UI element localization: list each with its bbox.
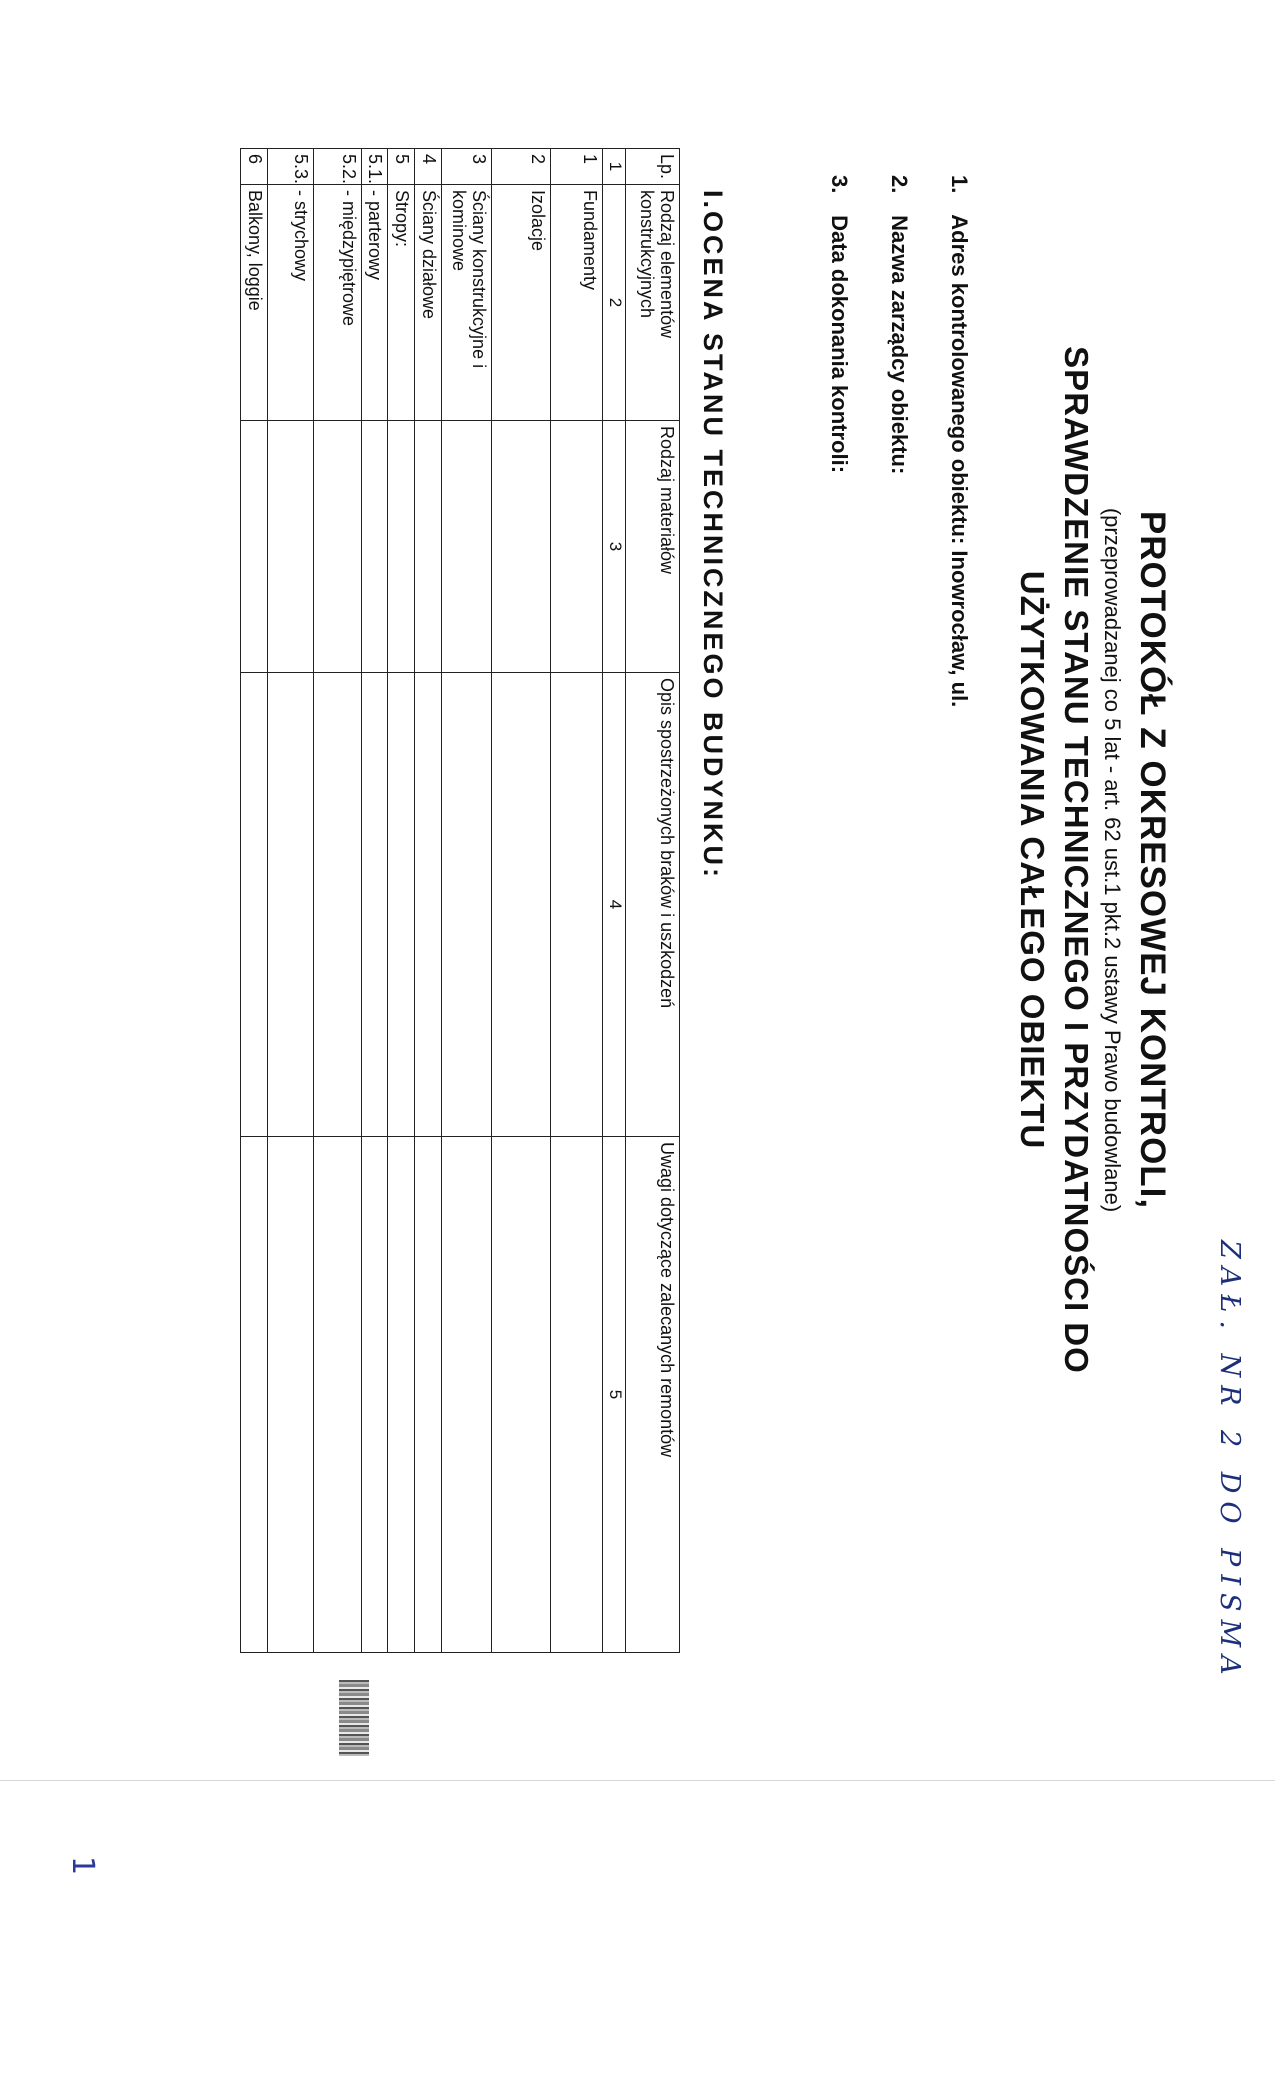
page-mark: 1 [65,1856,100,1876]
cell-element: Stropy: [388,185,415,421]
column-number: 2 [603,185,625,421]
cell-remarks[interactable] [388,1137,415,1653]
cell-description[interactable] [313,673,361,1137]
cell-lp: 4 [415,149,442,185]
cell-remarks[interactable] [313,1137,361,1653]
document-title: PROTOKÓŁ Z OKRESOWEJ KONTROLI, [1133,510,1172,1210]
header-lp: Lp. [625,149,679,185]
cell-material[interactable] [441,421,491,673]
cell-lp: 2 [492,149,551,185]
title-line-2: SPRAWDZENIE STANU TECHNICZNEGO I PRZYDATNOŚCI DO [1058,346,1095,1374]
cell-element: Ściany działowe [415,185,442,421]
cell-remarks[interactable] [241,1137,268,1653]
document-title-secondary [1012,200,1098,1520]
cell-remarks[interactable] [415,1137,442,1653]
cell-element: - parterowy [361,185,388,421]
field-number: 2. [887,175,912,194]
table-row [441,149,491,1653]
cell-lp: 5.3. [267,149,313,185]
cell-remarks[interactable] [492,1137,551,1653]
field-number: 1. [947,175,972,194]
cell-material[interactable] [241,421,268,673]
cell-lp: 5.1. [361,149,388,185]
section-heading: I.OCENA STANU TECHNICZNEGO BUDYNKU: [698,190,728,880]
cell-description[interactable] [415,673,442,1137]
cell-element: Fundamenty [550,185,602,421]
cell-material[interactable] [492,421,551,673]
table-row [492,149,551,1653]
cell-material[interactable] [550,421,602,673]
field-label: Nazwa zarządcy obiektu: [887,215,912,475]
cell-remarks[interactable] [361,1137,388,1653]
column-number: 5 [603,1137,625,1653]
cell-description[interactable] [441,673,491,1137]
scan-artifact [339,1680,369,1756]
header-element: Rodzaj elementów konstrukcyjnych [625,185,679,421]
scan-edge-line [0,1780,1275,1781]
column-number: 1 [603,149,625,185]
column-number: 3 [603,421,625,673]
header-remarks: Uwagi dotyczące zalecanych remontów [625,1137,679,1653]
cell-material[interactable] [361,421,388,673]
field-inspection-date [822,175,852,1075]
cell-description[interactable] [388,673,415,1137]
column-number-row [603,149,625,1653]
field-number: 3. [827,175,852,194]
field-manager [882,175,912,1075]
cell-description[interactable] [550,673,602,1137]
table-header-row [625,149,679,1653]
cell-lp: 1 [550,149,602,185]
document-subtitle: (przeprowadzanej co 5 lat - art. 62 ust.1 pkt.2 ustawy Prawo budowlane) [1100,507,1125,1213]
inspection-table [240,148,680,1653]
cell-element: Izolacje [492,185,551,421]
title-line-3: UŻYTKOWANIA CAŁEGO OBIEKTU [1014,570,1051,1150]
cell-description[interactable] [492,673,551,1137]
table-row [361,149,388,1653]
header-description: Opis spostrzeżonych braków i uszkodzeń [625,673,679,1137]
cell-description[interactable] [241,673,268,1137]
cell-material[interactable] [388,421,415,673]
cell-element: Ściany konstrukcyjne i kominowe [441,185,491,421]
cell-lp: 3 [441,149,491,185]
cell-description[interactable] [267,673,313,1137]
header-material: Rodzaj materiałów [625,421,679,673]
table-row [415,149,442,1653]
cell-lp: 5 [388,149,415,185]
table-row [313,149,361,1653]
cell-element: - międzypiętrowe [313,185,361,421]
cell-material[interactable] [415,421,442,673]
cell-element: Balkony, loggie [241,185,268,421]
table-row [241,149,268,1653]
cell-remarks[interactable] [441,1137,491,1653]
table-row [550,149,602,1653]
cell-description[interactable] [361,673,388,1137]
column-number: 4 [603,673,625,1137]
handwritten-note: ZAŁ. NR 2 DO PISMA [1214,1240,1245,1683]
cell-lp: 6 [241,149,268,185]
cell-remarks[interactable] [267,1137,313,1653]
table-row [388,149,415,1653]
field-label: Data dokonania kontroli: [827,215,852,474]
cell-material[interactable] [313,421,361,673]
field-address [942,175,972,1075]
cell-remarks[interactable] [550,1137,602,1653]
cell-lp: 5.2. [313,149,361,185]
table-row [267,149,313,1653]
cell-material[interactable] [267,421,313,673]
field-label: Adres kontrolowanego obiektu: Inowrocław, ul. [947,214,972,708]
cell-element: - strychowy [267,185,313,421]
